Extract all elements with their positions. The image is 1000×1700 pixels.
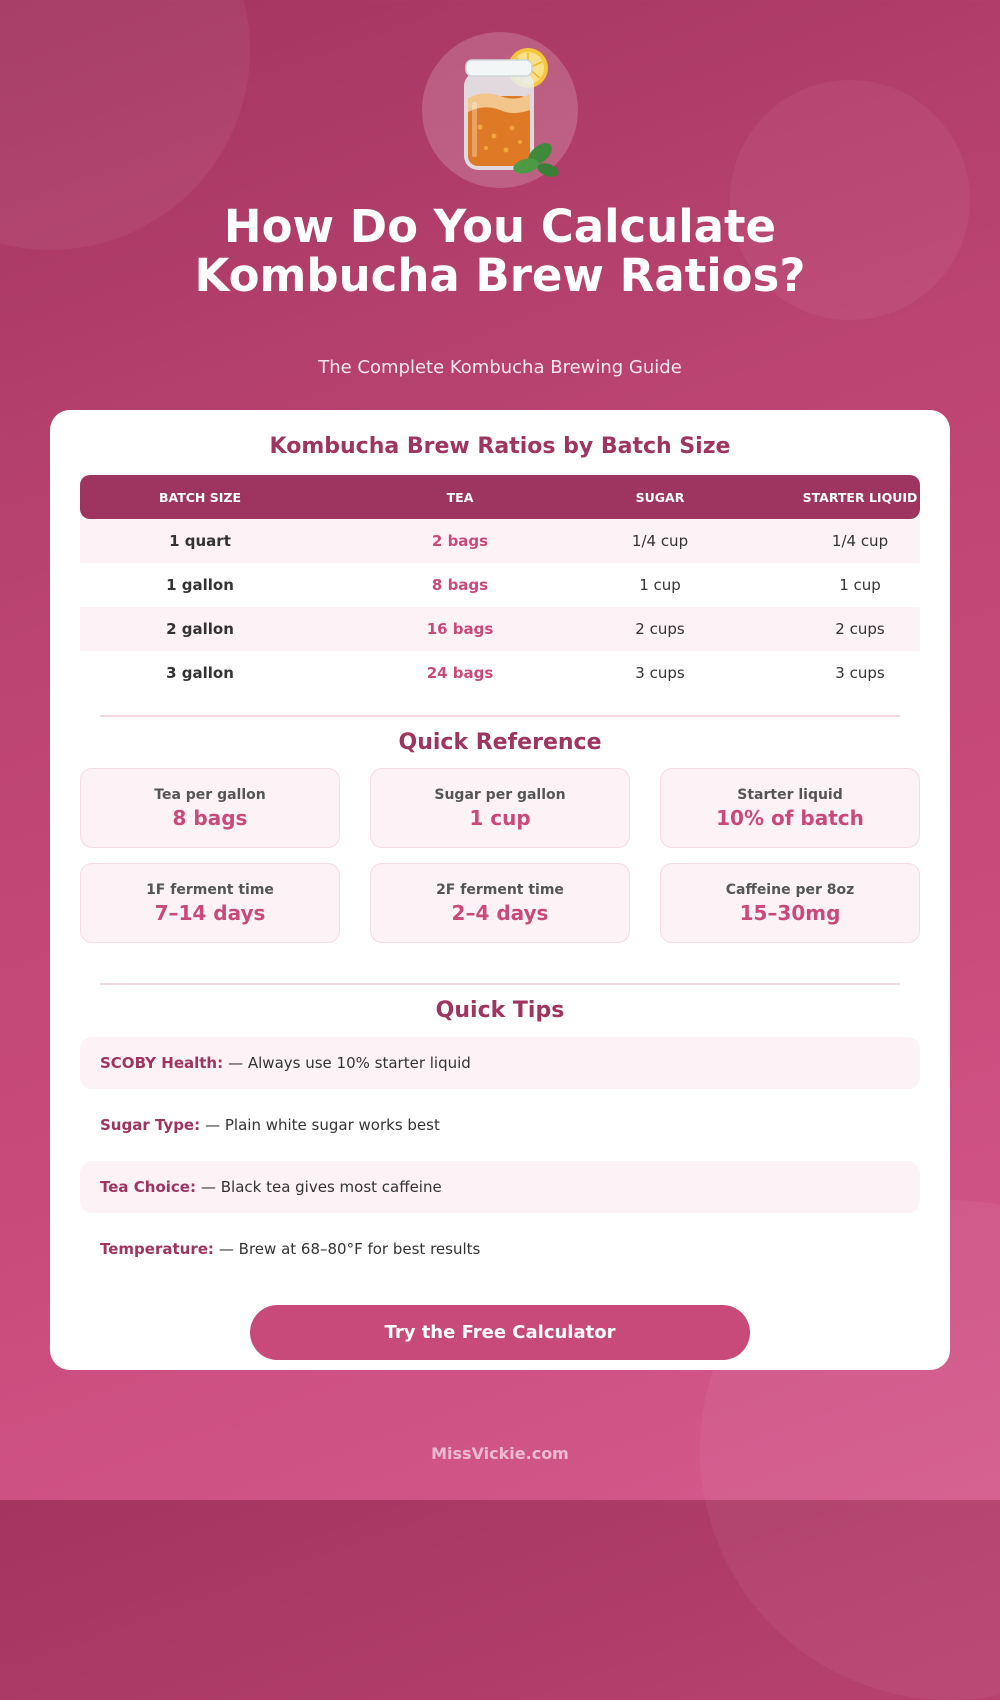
cell-starter-liquid: 2 cups bbox=[835, 620, 885, 638]
cell-batch-size: 2 gallon bbox=[166, 620, 234, 638]
kombucha-jar-icon bbox=[422, 32, 578, 188]
reference-value: 2–4 days bbox=[451, 901, 549, 925]
page-subtitle: The Complete Kombucha Brewing Guide bbox=[318, 357, 682, 378]
page-title bbox=[0, 202, 1000, 300]
ratios-table bbox=[80, 475, 920, 695]
tip-text: — Always use 10% starter liquid bbox=[228, 1054, 471, 1072]
cell-starter-liquid: 1 cup bbox=[839, 576, 881, 594]
quick-reference-title: Quick Reference bbox=[398, 730, 602, 755]
reference-card-sugar-per-gallon bbox=[370, 768, 630, 848]
reference-label: Sugar per gallon bbox=[434, 787, 566, 803]
cell-starter-liquid: 3 cups bbox=[835, 664, 885, 682]
cell-tea: 24 bags bbox=[426, 664, 494, 682]
quick-tips-title: Quick Tips bbox=[435, 998, 565, 1023]
tip-text: — Plain white sugar works best bbox=[205, 1116, 440, 1134]
reference-card-1f-ferment-time bbox=[80, 863, 340, 943]
section-divider bbox=[100, 715, 900, 717]
tip-item bbox=[80, 1099, 920, 1151]
reference-label: Caffeine per 8oz bbox=[725, 882, 855, 898]
section-divider bbox=[100, 983, 900, 985]
cell-starter-liquid: 1/4 cup bbox=[831, 532, 889, 550]
tip-text: — Brew at 68–80°F for best results bbox=[218, 1240, 481, 1258]
column-header-batch-size: BATCH SIZE bbox=[158, 489, 241, 505]
cell-sugar: 1/4 cup bbox=[631, 532, 689, 550]
ratios-table-title: Kombucha Brew Ratios by Batch Size bbox=[269, 434, 731, 459]
table-header bbox=[80, 475, 920, 519]
column-header-sugar: SUGAR bbox=[635, 489, 685, 505]
tip-key: Sugar Type: bbox=[100, 1116, 201, 1134]
cell-tea: 16 bags bbox=[426, 620, 494, 638]
tip-key: Temperature: bbox=[100, 1240, 214, 1258]
cell-batch-size: 1 quart bbox=[169, 532, 231, 550]
reference-label: 1F ferment time bbox=[146, 882, 274, 898]
reference-card-tea-per-gallon bbox=[80, 768, 340, 848]
reference-value: 10% of batch bbox=[716, 806, 864, 830]
reference-label: Starter liquid bbox=[737, 787, 843, 803]
reference-card-caffeine bbox=[660, 863, 920, 943]
tip-item bbox=[80, 1037, 920, 1089]
cell-tea: 2 bags bbox=[431, 532, 489, 550]
tip-text: — Black tea gives most caffeine bbox=[200, 1178, 442, 1196]
cell-sugar: 2 cups bbox=[635, 620, 685, 638]
reference-value: 7–14 days bbox=[154, 901, 266, 925]
reference-card-2f-ferment-time bbox=[370, 863, 630, 943]
title-line-1: How Do You Calculate bbox=[223, 200, 777, 253]
table-row bbox=[80, 519, 920, 563]
cell-batch-size: 3 gallon bbox=[166, 664, 234, 682]
tip-key: Tea Choice: bbox=[100, 1178, 196, 1196]
table-row bbox=[80, 607, 920, 651]
column-header-starter-liquid: STARTER LIQUID bbox=[802, 489, 918, 505]
title-line-2: Kombucha Brew Ratios? bbox=[194, 249, 806, 302]
reference-value: 15–30mg bbox=[739, 901, 841, 925]
content-card bbox=[50, 410, 950, 1370]
tip-key: SCOBY Health: bbox=[100, 1054, 224, 1072]
cell-sugar: 3 cups bbox=[635, 664, 685, 682]
table-row bbox=[80, 563, 920, 607]
reference-value: 1 cup bbox=[469, 806, 531, 830]
reference-label: 2F ferment time bbox=[436, 882, 564, 898]
try-calculator-button[interactable]: Try the Free Calculator bbox=[250, 1305, 750, 1360]
cell-batch-size: 1 gallon bbox=[166, 576, 234, 594]
footer-brand: MissVickie.com bbox=[431, 1444, 569, 1463]
reference-card-starter-liquid bbox=[660, 768, 920, 848]
reference-label: Tea per gallon bbox=[154, 787, 266, 803]
cell-sugar: 1 cup bbox=[639, 576, 681, 594]
reference-value: 8 bags bbox=[172, 806, 248, 830]
table-row bbox=[80, 651, 920, 695]
column-header-tea: TEA bbox=[446, 489, 474, 505]
tip-item bbox=[80, 1161, 920, 1213]
tip-item bbox=[80, 1223, 920, 1275]
cell-tea: 8 bags bbox=[431, 576, 489, 594]
